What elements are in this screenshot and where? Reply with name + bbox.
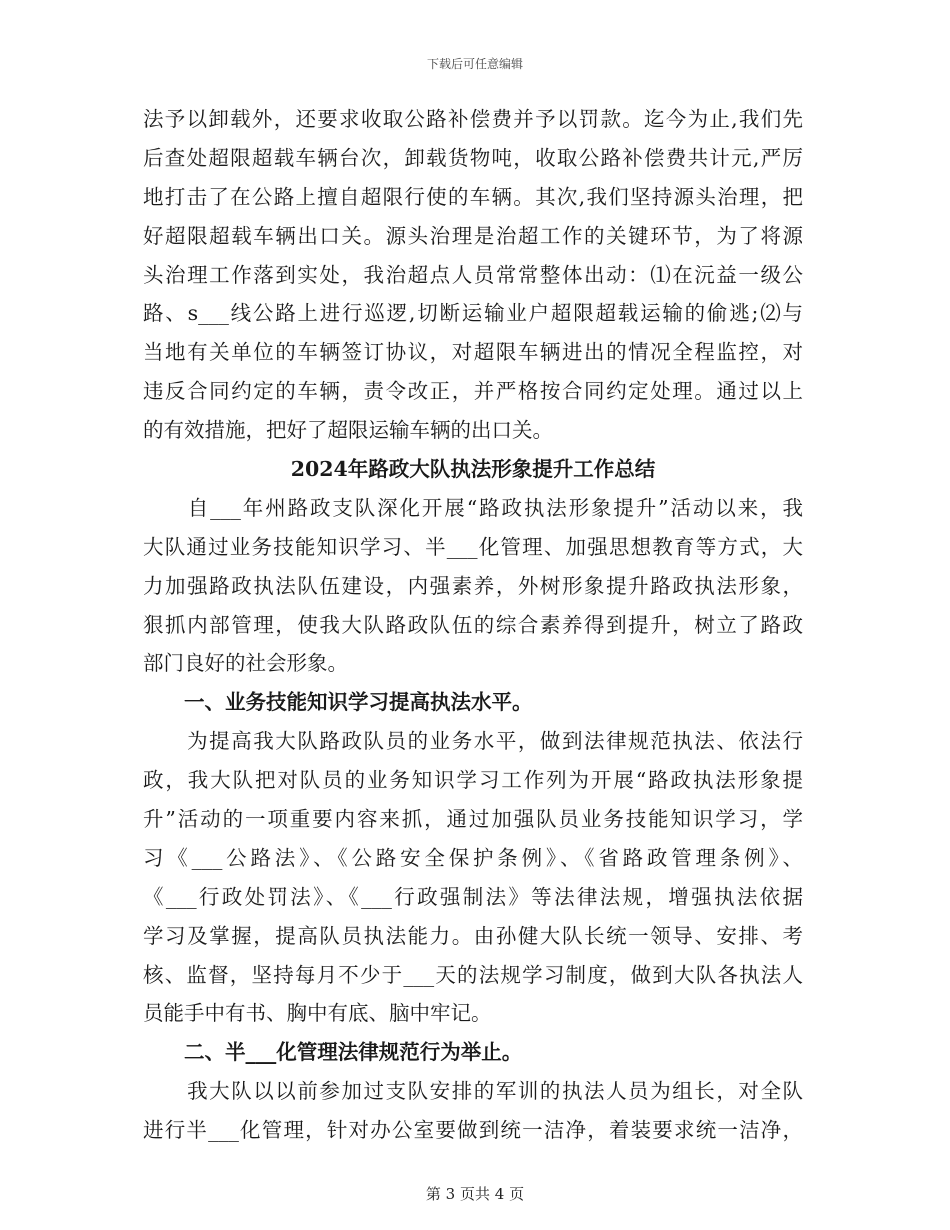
text-line: 法予以卸载外，还要求收取公路补偿费并予以罚款。迄今为止,我们先 <box>143 107 803 131</box>
text-line: 升”活动的一项重要内容来抓，通过加强队员业务技能知识学习，学 <box>143 807 803 832</box>
text-line: 违反合同约定的车辆，责令改正，并严格按合同约定处理。通过以上 <box>143 379 803 404</box>
text-line: 《___行政处罚法》、《___行政强制法》等法律法规，增强执法依据 <box>143 884 803 909</box>
section-heading: 一、业务技能知识学习提高执法水平。 <box>143 690 533 715</box>
document-title: 2024年路政大队执法形象提升工作总结 <box>290 457 656 482</box>
text-line: 地打击了在公路上擅自超限行使的车辆。其次,我们坚持源头治理，把 <box>143 184 803 209</box>
text-line: 学习及掌握，提高队员执法能力。由孙健大队长统一领导、安排、考 <box>143 923 803 948</box>
text-line: 我大队以以前参加过支队安排的军训的执法人员为组长，对全队 <box>143 1079 803 1104</box>
document-body <box>143 100 803 1150</box>
text-line: 员能手中有书、胸中有底、脑中牢记。 <box>143 1001 492 1026</box>
section-heading: 二、半___化管理法律规范行为举止。 <box>143 1040 523 1065</box>
text-line: 的有效措施，把好了超限运输车辆的出口关。 <box>143 418 553 443</box>
text-line: 部门良好的社会形象。 <box>143 651 348 676</box>
text-line: 大队通过业务技能知识学习、半___化管理、加强思想教育等方式，大 <box>143 534 803 559</box>
page-number: 第 3 页共 4 页 <box>425 1185 525 1203</box>
text-line: 核、监督，坚持每月不少于___天的法规学习制度，做到大队各执法人 <box>143 962 803 987</box>
text-line: 好超限超载车辆出口关。源头治理是治超工作的关键环节，为了将源 <box>143 223 803 248</box>
text-line: 狠抓内部管理，使我大队路政队伍的综合素养得到提升，树立了路政 <box>143 612 803 637</box>
text-line: 后查处超限超载车辆台次，卸载货物吨，收取公路补偿费共计元,严厉 <box>143 145 803 170</box>
text-line: 为提高我大队路政队员的业务水平，做到法律规范执法、依法行 <box>143 729 803 754</box>
text-line: 头治理工作落到实处，我治超点人员常常整体出动：⑴在沅益一级公 <box>143 262 803 287</box>
text-line: 路、s___线公路上进行巡逻,切断运输业户超限超载运输的偷逃;⑵与 <box>143 301 803 326</box>
text-line: 自___年州路政支队深化开展“路政执法形象提升”活动以来，我 <box>143 495 803 520</box>
text-line: 进行半___化管理，针对办公室要做到统一洁净，着装要求统一洁净， <box>143 1118 803 1143</box>
text-line: 当地有关单位的车辆签订协议，对超限车辆进出的情况全程监控，对 <box>143 340 803 365</box>
page-header-note: 下载后可任意编辑 <box>426 57 523 71</box>
text-line: 政，我大队把对队员的业务知识学习工作列为开展“路政执法形象提 <box>143 768 803 793</box>
text-line: 力加强路政执法队伍建设，内强素养，外树形象提升路政执法形象， <box>143 573 803 598</box>
text-line: 习《___公路法》、《公路安全保护条例》、《省路政管理条例》、 <box>143 845 803 870</box>
